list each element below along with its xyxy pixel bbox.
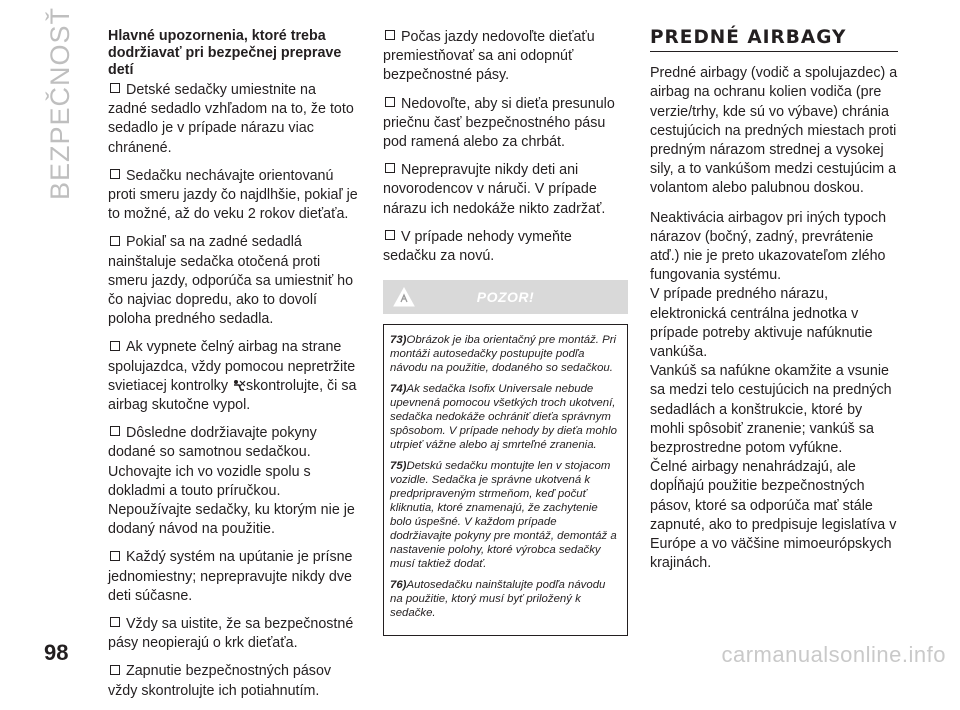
bullet-item: Detské sedačky umiestnite na zadné sedadlo vzhľadom na to, že toto sedadlo je v prípade nárazu viac chránené. bbox=[108, 82, 354, 156]
paragraph: Čelné airbagy nenahrádzajú, ale dopĺňajú použitie bezpečnostných pásov, ktoré sa odporúča mať stále zapnuté, ako to predpisuje legislatíva v Európe a vo väčšine mimoeurópskych krajinách. bbox=[650, 459, 897, 572]
warning-header bbox=[383, 280, 628, 314]
warning-note: 73)Obrázok je iba orientačný pre montáž. Pri montáži autosedačky postupujte podľa návodu na použitie, dodaného so sedačkou. bbox=[390, 334, 617, 375]
column-1 bbox=[108, 28, 358, 710]
warning-notes-box bbox=[383, 325, 628, 636]
bullet-item: Vždy sa uistite, že sa bezpečnostné pásy neopierajú o krk dieťaťa. bbox=[108, 616, 354, 652]
subsection-heading: Hlavné upozornenia, ktoré treba dodržiavať pri bezpečnej preprave detí bbox=[108, 28, 342, 78]
bullet-item: Každý systém na upútanie je prísne jednomiestny; neprepravujte nikdy dve deti súčasne. bbox=[108, 549, 353, 604]
paragraph: Predné airbagy (vodič a spolujazdec) a airbag na ochranu kolien vodiča (pre verzie/trhy, kde sú vo výbave) chránia cestujúcich na predných miestach proti predným nárazom strednej a vysokej sily, a to vankúšom medzi cestujúcim a volantom alebo palubnou doskou. bbox=[650, 65, 898, 197]
paragraph: V prípade predného nárazu, elektronická centrálna jednotka v prípade potreby aktivuje nafúknutie vankúša. bbox=[650, 286, 873, 361]
checkbox-bullet-icon bbox=[110, 665, 120, 675]
bullet-item: Pokiaľ sa na zadné sedadlá nainštaluje sedačka otočená proti smeru jazdy, odporúča sa umiestniť ho čo najviac dopredu, ako to dovolí poloha predného sedadla. bbox=[108, 234, 354, 328]
airbag-off-warning-icon bbox=[232, 379, 246, 393]
watermark: carmanualsonline.info bbox=[721, 642, 946, 667]
section-side-label-text: BEZPEČNOSŤ bbox=[45, 6, 75, 200]
bullet-item: Nedovoľte, aby si dieťa presunulo priečnu časť bezpečnostného pásu pod ramená alebo za chrbát. bbox=[383, 95, 615, 151]
checkbox-bullet-icon bbox=[110, 341, 120, 351]
bullet-item: Ak vypnete čelný airbag na strane spolujazdca, vždy pomocou nepretržite svietiacej kontrolky skontrolujte, či sa airbag skutočne vypol. bbox=[108, 339, 357, 414]
checkbox-bullet-icon bbox=[110, 83, 120, 93]
warning-note: 75)Detskú sedačku montujte len v stojacom vozidle. Sedačka je správne ukotvená k predpripraveným strmeňom, keď počuť kliknutia, ktoré znamenajú, že zachytenie bolo úspešné. V každom prípade dodržiavajte pokyny pre montáž, demontáž a nastavenie polohy, ktoré výrobca sedačky musí taktiež dodať. bbox=[390, 460, 617, 571]
checkbox-bullet-icon bbox=[385, 230, 395, 240]
bullet-item: Neprepravujte nikdy deti ani novorodencov v náruči. V prípade nárazu ich nedokáže nikto zadržať. bbox=[383, 162, 606, 217]
checkbox-bullet-icon bbox=[110, 169, 120, 179]
checkbox-bullet-icon bbox=[110, 617, 120, 627]
checkbox-bullet-icon bbox=[385, 97, 395, 107]
section-side-label bbox=[41, 6, 81, 200]
checkbox-bullet-icon bbox=[385, 30, 395, 40]
bullet-item: V prípade nehody vymeňte sedačku za novú. bbox=[383, 228, 572, 265]
checkbox-bullet-icon bbox=[110, 426, 120, 436]
warning-note: 74)Ak sedačka Isofix Universale nebude upevnená pomocou všetkých troch ukotvení, sedačka nedokáže ochrániť dieťa správnym spôsobom. V prípade nehody by dieťa mohlo utrpieť vážne alebo aj smrteľné zranenia. bbox=[390, 383, 617, 452]
warning-title: POZOR! bbox=[476, 289, 535, 306]
checkbox-bullet-icon bbox=[385, 163, 395, 173]
paragraph: Vankúš sa nafúkne okamžite a vsunie sa medzi telo cestujúcich na predných sedadlách a konštrukcie, ktoré by mohli spôsobiť zranenie; vankúš sa bezprostredne potom vyfúkne. bbox=[650, 363, 892, 457]
bullet-item: Počas jazdy nedovoľte dieťaťu premiestňovať sa ani odopnúť bezpečnostné pásy. bbox=[383, 29, 595, 84]
page-number: 98 bbox=[44, 640, 69, 665]
checkbox-bullet-icon bbox=[110, 236, 120, 246]
column-2 bbox=[383, 28, 628, 636]
bullet-item: Zapnutie bezpečnostných pásov vždy skontrolujte ich potiahnutím. bbox=[108, 663, 332, 699]
warning-note: 76)Autosedačku nainštalujte podľa návodu na použitie, ktorý musí byť priložený k sedačke. bbox=[390, 579, 606, 620]
paragraph: Neaktivácia airbagov pri iných typoch nárazov (bočný, zadný, prevrátenie atď.) nie je preto ukazovateľom zlého fungovania systému. bbox=[650, 209, 887, 284]
bullet-item: Sedačku nechávajte orientovanú proti smeru jazdy čo najdlhšie, pokiaľ je to možné, až do veku 2 rokov dieťaťa. bbox=[108, 167, 358, 223]
checkbox-bullet-icon bbox=[110, 551, 120, 561]
column-3 bbox=[650, 28, 898, 573]
bullet-item: Dôsledne dodržiavajte pokyny dodané so samotnou sedačkou. Uchovajte ich vo vozidle spolu s dokladmi a touto príručkou. Nepoužívajte sedačky, ku ktorým nie je dodaný návod na použitie. bbox=[108, 425, 355, 538]
section-title: PREDNÉ AIRBAGY bbox=[650, 28, 898, 52]
